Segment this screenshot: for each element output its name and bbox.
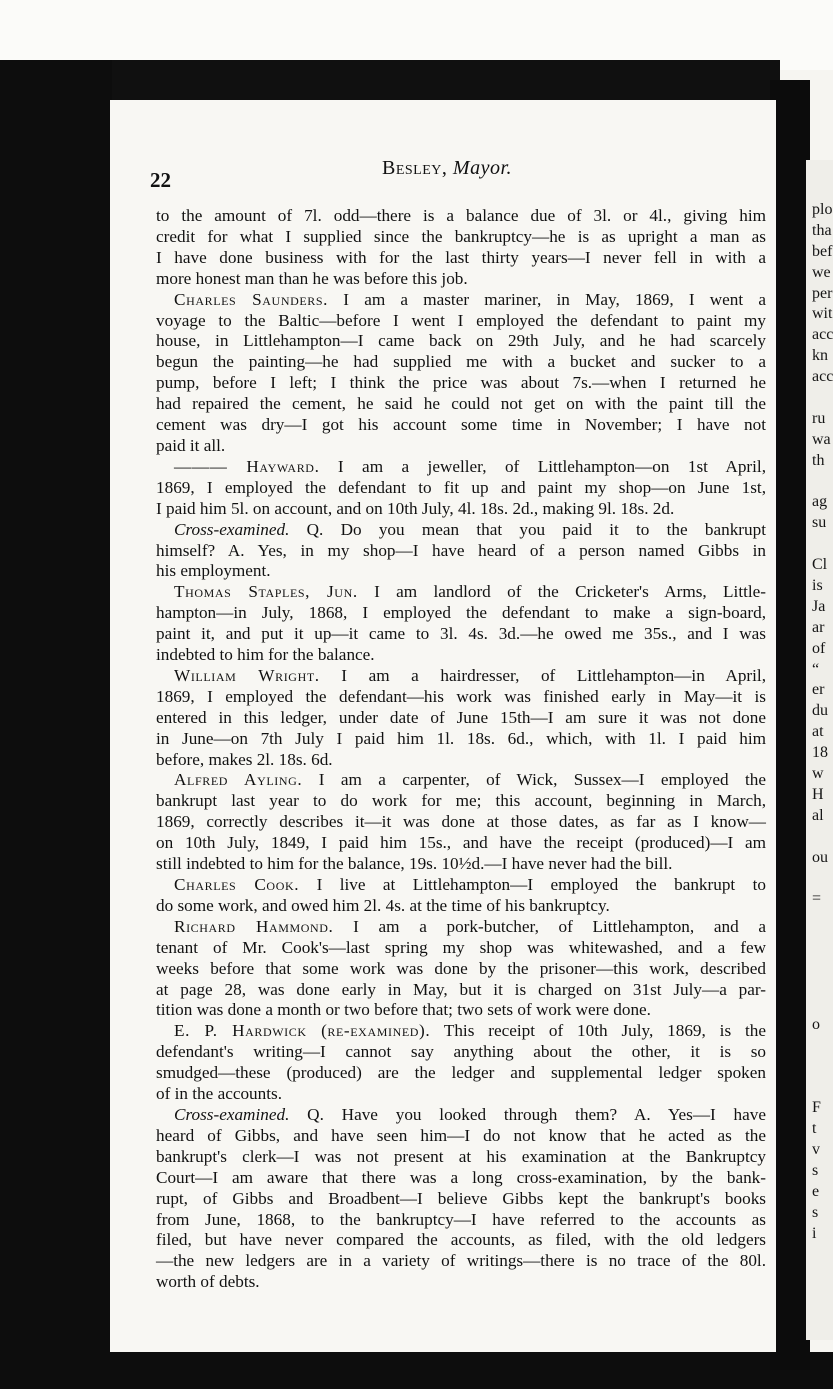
text-line (156, 1251, 766, 1272)
line-text: 1869, I employed the defendant to fit up and paint my shop—on June 1st, (156, 477, 766, 497)
text-line (156, 520, 766, 541)
edge-fragment: Cl (812, 556, 828, 574)
text-line (156, 1021, 766, 1042)
edge-fragment (812, 952, 833, 973)
speaker-name: Charles Cook. (174, 875, 300, 894)
edge-fragment: “ (812, 660, 820, 678)
edge-fragment: tha (812, 221, 832, 239)
testimony-paragraph (156, 917, 766, 1022)
line-text: I live at Littlehampton—I employed the bankrupt to (316, 875, 766, 894)
edge-fragment (812, 910, 833, 931)
edge-fragment: = (812, 890, 822, 908)
running-head-title: Mayor. (452, 157, 513, 179)
text-line (156, 1063, 766, 1084)
line-text: indebted to him for the balance. (156, 645, 375, 665)
running-head (382, 157, 512, 180)
line-text: house, in Littlehampton—I came back on 29th July, and he had scarcely (156, 331, 766, 351)
edge-fragment: w (812, 765, 824, 783)
line-text: heard of Gibbs, and have seen him—I do not know that he acted as the (156, 1125, 766, 1145)
edge-fragment: su (812, 514, 827, 532)
testimony-paragraph (156, 770, 766, 875)
edge-fragment: du (812, 702, 828, 720)
text-line (156, 1272, 766, 1293)
speaker-name: Charles Saunders. (174, 289, 329, 309)
text-line (156, 624, 766, 645)
edge-fragment (812, 869, 833, 890)
edge-fragment (812, 827, 833, 848)
line-text: defendant's writing—I cannot say anything about the other, it is so (156, 1042, 766, 1062)
line-text: cement was dry—I got his account some time in November; I have not (156, 415, 766, 435)
edge-fragment (812, 1057, 833, 1078)
line-text: Q. Have you looked through them? A. Yes—I have (307, 1104, 766, 1124)
text-line (156, 1000, 766, 1021)
text-line (156, 750, 766, 771)
speaker-name: Cross-examined. (174, 519, 290, 539)
edge-fragment (812, 973, 833, 994)
edge-fragment: th (812, 451, 825, 469)
edge-fragment: ar (812, 618, 825, 636)
edge-fragment: 18 (812, 744, 828, 762)
text-line (156, 812, 766, 833)
line-text: entered in this ledger, under date of June 15th—I am sure it was not done (156, 707, 766, 727)
edge-fragment: v (812, 1141, 820, 1159)
text-line (156, 666, 766, 687)
line-text: hampton—in July, 1868, I employed the defendant to make a sign-board, (156, 603, 766, 623)
text-line (156, 1084, 766, 1105)
page-body-text (156, 206, 766, 1293)
next-page-edge-text (812, 200, 833, 1245)
text-line (156, 311, 766, 332)
text-line (156, 1126, 766, 1147)
text-line (156, 791, 766, 812)
line-text: do some work, and owed him 2l. 4s. at the time of his bankruptcy. (156, 895, 610, 915)
edge-fragment: s (812, 1161, 819, 1179)
line-text: pump, before I left; I think the price was about 7s.—when I returned he (156, 373, 766, 393)
text-line (156, 917, 766, 938)
edge-fragment (812, 931, 833, 952)
text-line (156, 833, 766, 854)
edge-fragment: at (812, 723, 824, 741)
line-text: voyage to the Baltic—before I went I employed the defendant to paint my (156, 310, 766, 330)
speaker-name: E. P. Hardwick (re-examined). (174, 1021, 431, 1041)
line-text: on 10th July, 1849, I paid him 15s., and have the receipt (produced)—I am (156, 833, 766, 853)
line-text: his employment. (156, 561, 271, 581)
edge-fragment (812, 994, 833, 1015)
text-line (156, 959, 766, 980)
edge-fragment: F (812, 1099, 821, 1117)
line-text: bankrupt's clerk—I was not present at his examination at the Bankruptcy (156, 1146, 766, 1166)
text-line (156, 1168, 766, 1189)
edge-fragment: ou (812, 848, 828, 866)
edge-fragment: is (812, 577, 823, 595)
text-line (156, 1147, 766, 1168)
line-text: bankrupt last year to do work for me; this account, beginning in March, (156, 791, 766, 811)
line-text: 1869, I employed the defendant—his work was finished early in May—it is (156, 686, 766, 706)
text-line (156, 1230, 766, 1251)
line-text: —the new ledgers are in a variety of writings—there is no trace of the 80l. (156, 1251, 766, 1271)
edge-fragment (812, 1077, 833, 1098)
edge-fragment: kn (812, 347, 828, 365)
line-text: rupt, of Gibbs and Broadbent—I believe Gibbs kept the bankrupt's books (156, 1188, 766, 1208)
line-text: paint it, and put it up—it came to 3l. 4s. 3d.—he owed me 35s., and I was (156, 624, 766, 644)
line-text: tenant of Mr. Cook's—last spring my shop was whitewashed, and a few (156, 937, 766, 957)
edge-fragment (812, 472, 833, 493)
text-line (156, 227, 766, 248)
text-line (156, 415, 766, 436)
line-text: more honest man than he was before this job. (156, 268, 468, 288)
line-text: had repaired the cement, he said he could not get on with the paint till the (156, 394, 766, 414)
text-line (156, 854, 766, 875)
line-text: I am landlord of the Cricketer's Arms, Little- (374, 582, 767, 602)
edge-fragment: acc (812, 368, 833, 386)
line-text: filed, but have never compared the accounts, as filed, with the old ledgers (156, 1230, 766, 1250)
line-text: weeks before that some work was done by the prisoner—this work, described (156, 958, 766, 978)
page-number: 22 (150, 168, 171, 192)
line-text: from June, 1868, to the bankruptcy—I have referred to the accounts as (156, 1209, 766, 1229)
edge-fragment: ru (812, 409, 826, 427)
text-line (156, 1189, 766, 1210)
text-line (156, 478, 766, 499)
edge-fragment: bef (812, 242, 833, 260)
line-text: Q. Do you mean that you paid it to the bankrupt (306, 519, 766, 539)
line-text: begun the painting—he had supplied me with a bucket and sucker to a (156, 352, 766, 372)
edge-fragment: er (812, 681, 825, 699)
edge-fragment: e (812, 1182, 820, 1200)
text-line (156, 1042, 766, 1063)
text-line (156, 1105, 766, 1126)
line-text: credit for what I supplied since the bankruptcy—he is as upright a man as (156, 226, 766, 246)
text-line (156, 290, 766, 311)
text-line (156, 394, 766, 415)
text-line (156, 896, 766, 917)
edge-fragment (812, 534, 833, 555)
line-text: I paid him 5l. on account, and on 10th July, 4l. 18s. 2d., making 9l. 18s. 2d. (156, 498, 675, 518)
line-text: himself? A. Yes, in my shop—I have heard of a person named Gibbs in (156, 540, 766, 560)
text-line (156, 248, 766, 269)
edge-fragment: of (812, 639, 826, 657)
line-text: in June—on 7th July I paid him 1l. 18s. 6d., which, with 1l. I paid him (156, 728, 766, 748)
line-text: at page 28, was done early in May, but it is charged on 31st July—a par- (156, 979, 766, 999)
line-text: to the amount of 7l. odd—there is a balance due of 3l. or 4l., giving him (156, 206, 766, 225)
speaker-name: ——— Hayward. (174, 456, 320, 476)
text-line (156, 457, 766, 478)
line-text: still indebted to him for the balance, 19s. 10½d.—I have never had the bill. (156, 854, 673, 874)
text-line (156, 687, 766, 708)
running-head-name: Besley, (382, 157, 448, 179)
scan-bottom-border (0, 1352, 833, 1389)
line-text: This receipt of 10th July, 1869, is the (443, 1021, 766, 1041)
scan-left-border (0, 60, 112, 1389)
testimony-paragraph (156, 582, 766, 666)
edge-fragment: s (812, 1203, 819, 1221)
line-text: I have done business with for the last thirty years—I never fell in with a (156, 247, 766, 267)
testimony-paragraph (156, 206, 766, 290)
speaker-name: Alfred Ayling. (174, 770, 303, 790)
speaker-name: Cross-examined. (174, 1104, 290, 1124)
text-line (156, 770, 766, 791)
text-line (156, 269, 766, 290)
speaker-name: Thomas Staples, Jun. (174, 582, 358, 602)
testimony-paragraph (156, 875, 766, 917)
testimony-paragraph (156, 1105, 766, 1293)
text-line (156, 938, 766, 959)
testimony-paragraph (156, 457, 766, 520)
text-line (156, 603, 766, 624)
text-line (156, 373, 766, 394)
line-text: I am a hairdresser, of Littlehampton—in April, (341, 665, 767, 685)
line-text: smudged—these (produced) are the ledger and supplemental ledger spoken (156, 1063, 766, 1083)
edge-fragment (812, 1036, 833, 1057)
edge-fragment: Ja (812, 597, 826, 615)
edge-fragment: H (812, 785, 824, 803)
text-line (156, 645, 766, 666)
text-line (156, 352, 766, 373)
line-text: before, makes 2l. 18s. 6d. (156, 749, 333, 769)
line-text: of in the accounts. (156, 1084, 283, 1104)
line-text: Court—I am aware that there was a long cross-examination, by the bank- (156, 1167, 766, 1187)
testimony-paragraph (156, 520, 766, 583)
testimony-paragraph (156, 666, 766, 771)
text-line (156, 561, 766, 582)
text-line (156, 499, 766, 520)
line-text: I am a carpenter, of Wick, Sussex—I employed the (318, 770, 767, 790)
edge-fragment: al (812, 806, 824, 824)
text-line (156, 980, 766, 1001)
line-text: I am a pork-butcher, of Littlehampton, and a (353, 916, 766, 936)
text-line (156, 1210, 766, 1231)
book-gutter (770, 80, 810, 1370)
testimony-paragraph (156, 1021, 766, 1105)
line-text: 1869, correctly describes it—it was done at those dates, as far as I know— (156, 812, 766, 832)
edge-fragment: we (812, 263, 831, 281)
text-line (156, 582, 766, 603)
text-line (156, 331, 766, 352)
speaker-name: William Wright. (174, 665, 320, 685)
edge-fragment: i (812, 1224, 817, 1242)
line-text: tition was done a month or two before that; two sets of work were done. (156, 1000, 651, 1020)
line-text: paid it all. (156, 435, 226, 455)
line-text: I am a jeweller, of Littlehampton—on 1st April, (337, 456, 766, 476)
edge-fragment: per (812, 284, 833, 302)
text-line (156, 541, 766, 562)
text-line (156, 729, 766, 750)
speaker-name: Richard Hammond. (174, 916, 334, 936)
text-line (156, 708, 766, 729)
text-line (156, 875, 766, 896)
edge-fragment (812, 388, 833, 409)
edge-fragment: ag (812, 493, 828, 511)
edge-fragment: plo (812, 201, 833, 218)
line-text: worth of debts. (156, 1272, 260, 1292)
text-line (156, 436, 766, 457)
text-line (156, 206, 766, 227)
edge-fragment: wa (812, 430, 831, 448)
edge-fragment: o (812, 1015, 820, 1033)
edge-fragment: t (812, 1120, 817, 1138)
testimony-paragraph (156, 290, 766, 457)
line-text: I am a master mariner, in May, 1869, I went a (343, 289, 767, 309)
edge-fragment: wit (812, 305, 833, 323)
scan-top-border (0, 60, 780, 104)
edge-fragment: acc (812, 326, 833, 344)
